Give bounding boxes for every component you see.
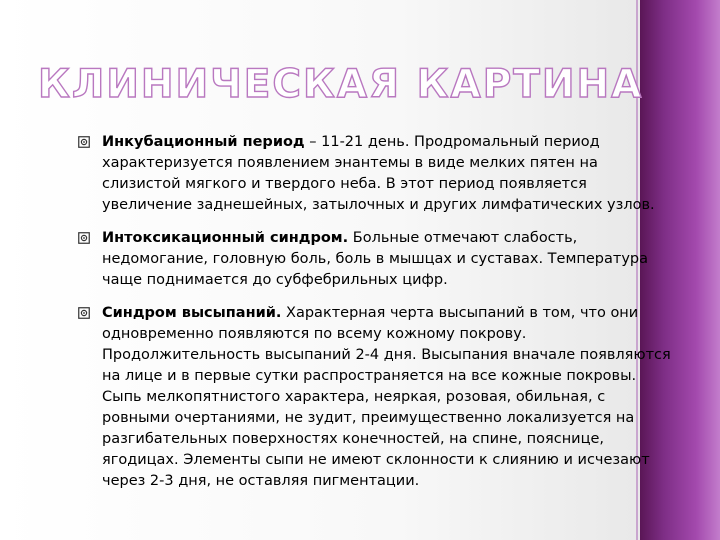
item-lead: Интоксикационный синдром. <box>102 230 349 246</box>
item-text: Характерная черта высыпаний в том, что они одновременно появляются по всему кожному покрову. Продолжительность высыпаний 2-4 дня. Высыпания вначале появляются на лице и в первые сутки распространяется на все кожные покровы. Сыпь мелкопятнистого характера, неяркая, розовая, обильная, с ровными очертаниями, не зудит, преимущественно локализуется на разгибательных поверхностях конечностей, на спине, пояснице, ягодицах. Элементы сыпи не имеют склонности к слиянию и исчезают через 2-3 дня, не оставляя пигментации. <box>102 305 671 489</box>
list-item <box>78 303 674 492</box>
list-item <box>78 132 674 216</box>
item-lead: Синдром высыпаний. <box>102 305 282 321</box>
list-item <box>78 228 674 291</box>
boxed-bullet-icon <box>78 307 90 319</box>
boxed-bullet-icon <box>78 136 90 148</box>
item-text: – 11-21 день. Продромальный период характеризуется появлением энантемы в виде мелких пятен на слизистой мягкого и твердого неба. В этот период появляется увеличение заднешейных, затылочных и других лимфатических узлов. <box>102 134 655 213</box>
item-lead: Инкубационный период <box>102 134 305 150</box>
item-text: Больные отмечают слабость, недомогание, головную боль, боль в мышцах и суставах. Температура чаще поднимается до субфебрильных цифр. <box>102 230 648 288</box>
boxed-bullet-icon <box>78 232 90 244</box>
slide-title: КЛИНИЧЕСКАЯ КАРТИНА <box>38 62 644 107</box>
bullet-list <box>78 132 674 504</box>
